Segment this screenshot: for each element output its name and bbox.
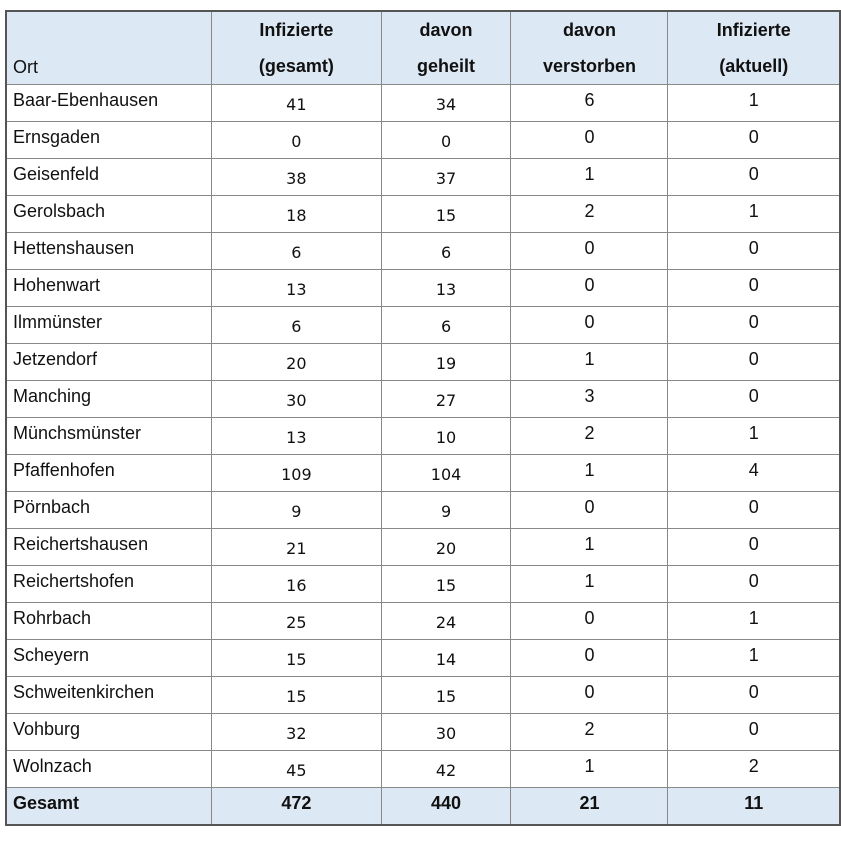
value-cell: 20: [381, 529, 511, 566]
header-row: [6, 11, 840, 85]
value-cell: 1: [511, 751, 668, 788]
value-cell: 2: [511, 418, 668, 455]
value-cell: 0: [511, 270, 668, 307]
value-cell: 1: [511, 566, 668, 603]
place-cell: Geisenfeld: [6, 159, 212, 196]
header-label: (aktuell): [719, 56, 789, 76]
value-cell: 6: [212, 307, 382, 344]
table-row: [6, 122, 840, 159]
table-row: [6, 566, 840, 603]
value-cell: 440: [381, 788, 511, 825]
place-cell: Manching: [6, 381, 212, 418]
value-cell: 13: [381, 270, 511, 307]
header-label: davon: [419, 20, 473, 40]
value-cell: 0: [668, 270, 840, 307]
place-cell: Pörnbach: [6, 492, 212, 529]
value-cell: 34: [381, 85, 511, 122]
column-header: [381, 11, 511, 85]
place-cell: Münchsmünster: [6, 418, 212, 455]
value-cell: 6: [381, 307, 511, 344]
place-cell: Gesamt: [6, 788, 212, 825]
place-cell: Scheyern: [6, 640, 212, 677]
value-cell: 9: [381, 492, 511, 529]
value-cell: 30: [381, 714, 511, 751]
table-row: [6, 270, 840, 307]
column-header: [668, 11, 840, 85]
value-cell: 45: [212, 751, 382, 788]
value-cell: 21: [511, 788, 668, 825]
value-cell: 10: [381, 418, 511, 455]
value-cell: 0: [668, 529, 840, 566]
header-label: geheilt: [417, 56, 476, 76]
value-cell: 0: [668, 122, 840, 159]
table-row: [6, 455, 840, 492]
value-cell: 13: [212, 418, 382, 455]
value-cell: 15: [381, 566, 511, 603]
value-cell: 0: [511, 677, 668, 714]
table-row: [6, 640, 840, 677]
value-cell: 0: [668, 677, 840, 714]
table-row: [6, 233, 840, 270]
column-header: [511, 11, 668, 85]
place-cell: Reichertshofen: [6, 566, 212, 603]
value-cell: 25: [212, 603, 382, 640]
place-cell: Pfaffenhofen: [6, 455, 212, 492]
table-row: [6, 677, 840, 714]
value-cell: 0: [668, 307, 840, 344]
table-row: [6, 751, 840, 788]
value-cell: 27: [381, 381, 511, 418]
value-cell: 32: [212, 714, 382, 751]
column-header: [212, 11, 382, 85]
place-cell: Ernsgaden: [6, 122, 212, 159]
value-cell: 15: [381, 196, 511, 233]
place-cell: Hohenwart: [6, 270, 212, 307]
value-cell: 6: [212, 233, 382, 270]
value-cell: 0: [668, 344, 840, 381]
value-cell: 41: [212, 85, 382, 122]
table-row: [6, 381, 840, 418]
header-label: verstorben: [542, 56, 636, 76]
value-cell: 472: [212, 788, 382, 825]
value-cell: 0: [212, 122, 382, 159]
value-cell: 0: [668, 159, 840, 196]
total-row: [6, 788, 840, 825]
value-cell: 37: [381, 159, 511, 196]
place-cell: Gerolsbach: [6, 196, 212, 233]
value-cell: 21: [212, 529, 382, 566]
value-cell: 1: [511, 344, 668, 381]
place-cell: Ilmmünster: [6, 307, 212, 344]
header-label: Infizierte: [716, 20, 791, 40]
value-cell: 1: [668, 418, 840, 455]
value-cell: 1: [668, 640, 840, 677]
header-label: Infizierte: [259, 20, 334, 40]
value-cell: 4: [668, 455, 840, 492]
value-cell: 18: [212, 196, 382, 233]
value-cell: 0: [668, 566, 840, 603]
value-cell: 13: [212, 270, 382, 307]
value-cell: 20: [212, 344, 382, 381]
place-cell: Rohrbach: [6, 603, 212, 640]
value-cell: 1: [668, 85, 840, 122]
value-cell: 3: [511, 381, 668, 418]
value-cell: 1: [668, 603, 840, 640]
value-cell: 0: [668, 381, 840, 418]
value-cell: 104: [381, 455, 511, 492]
value-cell: 0: [381, 122, 511, 159]
value-cell: 109: [212, 455, 382, 492]
value-cell: 6: [511, 85, 668, 122]
table-row: [6, 418, 840, 455]
value-cell: 15: [212, 640, 382, 677]
place-cell: Jetzendorf: [6, 344, 212, 381]
value-cell: 30: [212, 381, 382, 418]
value-cell: 42: [381, 751, 511, 788]
value-cell: 1: [511, 159, 668, 196]
table-row: [6, 307, 840, 344]
value-cell: 9: [212, 492, 382, 529]
value-cell: 1: [668, 196, 840, 233]
table-row: [6, 603, 840, 640]
value-cell: 11: [668, 788, 840, 825]
place-cell: Hettenshausen: [6, 233, 212, 270]
table-row: [6, 85, 840, 122]
value-cell: 19: [381, 344, 511, 381]
value-cell: 1: [511, 529, 668, 566]
value-cell: 6: [381, 233, 511, 270]
value-cell: 2: [668, 751, 840, 788]
table-row: [6, 492, 840, 529]
table-row: [6, 196, 840, 233]
value-cell: 0: [511, 233, 668, 270]
header-label: (gesamt): [258, 56, 334, 76]
table-row: [6, 529, 840, 566]
value-cell: 0: [668, 492, 840, 529]
value-cell: 2: [511, 196, 668, 233]
place-cell: Vohburg: [6, 714, 212, 751]
table-row: [6, 159, 840, 196]
value-cell: 0: [511, 640, 668, 677]
value-cell: 0: [511, 307, 668, 344]
value-cell: 0: [668, 233, 840, 270]
value-cell: 15: [381, 677, 511, 714]
value-cell: 16: [212, 566, 382, 603]
header-label: davon: [562, 20, 616, 40]
place-cell: Wolnzach: [6, 751, 212, 788]
place-cell: Baar-Ebenhausen: [6, 85, 212, 122]
value-cell: 0: [511, 492, 668, 529]
value-cell: 0: [668, 714, 840, 751]
table-row: [6, 344, 840, 381]
infection-table: [5, 10, 841, 826]
header-label: Ort: [13, 57, 38, 77]
value-cell: 15: [212, 677, 382, 714]
value-cell: 0: [511, 122, 668, 159]
value-cell: 14: [381, 640, 511, 677]
table-row: [6, 714, 840, 751]
value-cell: 24: [381, 603, 511, 640]
value-cell: 1: [511, 455, 668, 492]
value-cell: 38: [212, 159, 382, 196]
value-cell: 0: [511, 603, 668, 640]
place-cell: Schweitenkirchen: [6, 677, 212, 714]
place-cell: Reichertshausen: [6, 529, 212, 566]
column-header: [6, 11, 212, 85]
value-cell: 2: [511, 714, 668, 751]
